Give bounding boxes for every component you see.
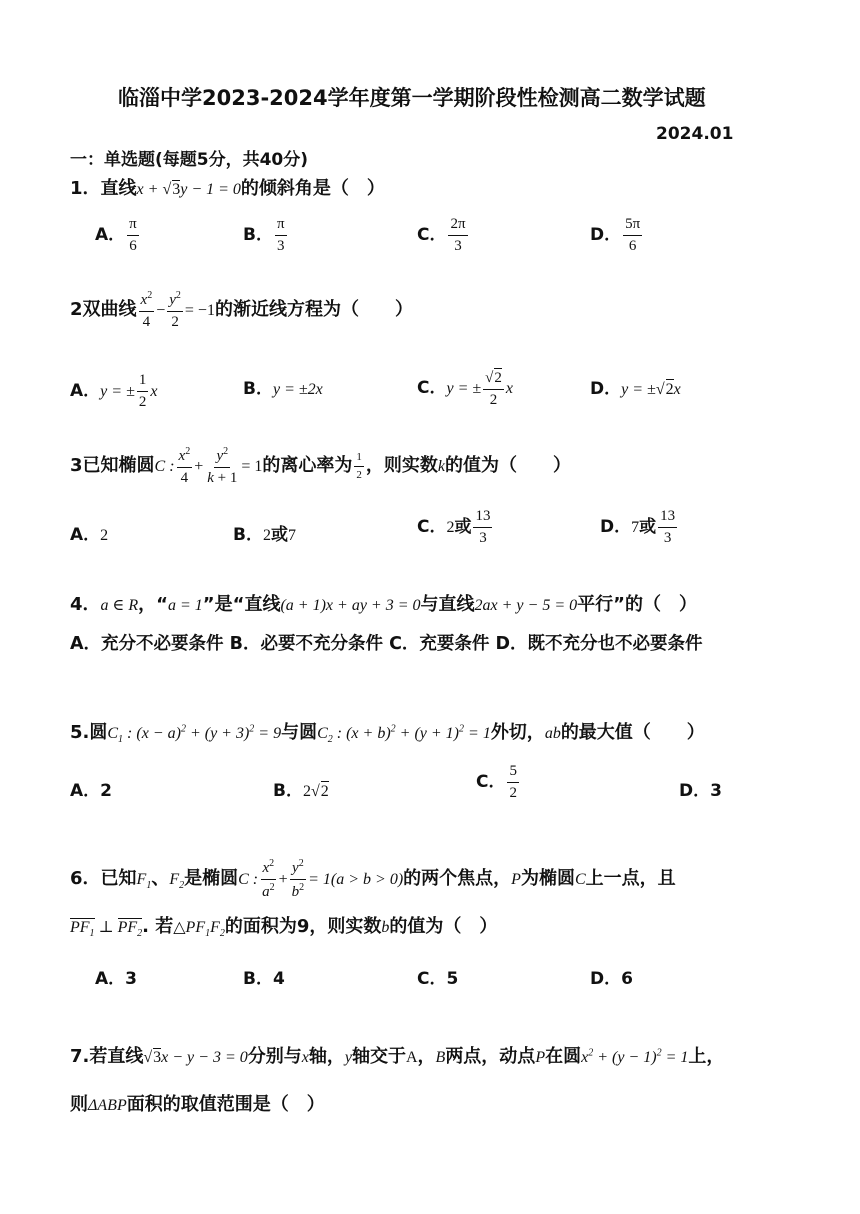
option-letter: A．: [70, 381, 101, 401]
q4-p1: ，“: [138, 594, 168, 615]
q6-option-a: A．3: [95, 969, 137, 989]
q6-p4: 上一点，且: [585, 868, 676, 889]
q1-a-value: $\frac{\pi}{6}$: [129, 216, 137, 254]
exam-date: 2024.01: [656, 124, 734, 144]
q6-sep: 、: [151, 868, 170, 889]
q7-line2-prefix: 则: [70, 1094, 88, 1115]
option-letter: D．: [590, 379, 622, 399]
q3-suffix: 的值为（ ）: [445, 455, 572, 476]
option-letter: B．: [233, 525, 263, 545]
q2-option-d: D．y = ±√2x: [590, 379, 681, 399]
q4-p3: 与直线: [420, 594, 475, 615]
q3-option-b: B．2或7: [233, 525, 296, 545]
option-letter: B．: [273, 781, 303, 801]
question-3-stem: 3已知椭圆C : $\frac{x^2}{4}$ + $\frac{y^2}{k + 1}$ = 1的离心率为 $\frac{1}{2}$ ，则实数k的值为（ ）: [70, 446, 572, 486]
or-text: 或: [454, 517, 472, 537]
q1-suffix: 的倾斜角是（ ）: [240, 178, 385, 199]
q2-prefix: 2双曲线: [70, 299, 137, 320]
page-title: 临淄中学2023-2024学年度第一学期阶段性检测高二数学试题: [118, 86, 706, 110]
q2-option-b: B．y = ±2x: [243, 379, 323, 399]
q1-option-c: [417, 216, 470, 254]
q6-option-d: D．6: [590, 969, 633, 989]
q5-prefix: 5.圆: [70, 722, 108, 743]
or-text: 或: [639, 517, 657, 537]
q5-mid: 与圆: [281, 722, 318, 743]
q7-p5: 两点，动点: [445, 1046, 536, 1067]
q7-p2: 轴，: [308, 1046, 345, 1067]
q3-mid: 的离心率为: [262, 455, 353, 476]
q6-line2-p1: . 若: [142, 916, 174, 937]
option-letter: B．: [243, 225, 273, 245]
option-letter: B．: [243, 379, 273, 399]
q5-suffix: 的最大值（ ）: [560, 722, 705, 743]
q6-option-b: B．4: [243, 969, 285, 989]
q3-option-c: C．2或 $\frac{13}{3}$: [417, 508, 491, 546]
q2-suffix: 的渐近线方程为（ ）: [214, 299, 413, 320]
q6-prefix: 6．已知: [70, 868, 137, 889]
or-text: 或: [270, 525, 288, 545]
q4-p2: ”是“直线: [202, 594, 281, 615]
q7-suffix: 上，: [688, 1046, 725, 1067]
option-letter: C．: [476, 772, 506, 792]
q6-line2-suffix: 的值为（ ）: [389, 916, 498, 937]
q4-options: A．充分不必要条件 B．必要不充分条件 C．充要条件 D．既不充分也不必要条件: [70, 634, 703, 654]
question-1-stem: [70, 180, 385, 198]
q2-option-a: A．y = ± $\frac{1}{2}$ x: [70, 372, 158, 410]
q1-b-value: $\frac{\pi}{3}$: [276, 216, 285, 254]
q7-p4: ，: [417, 1046, 436, 1067]
q4-suffix: 平行”的（ ）: [577, 594, 697, 615]
q2-frac-x: $\frac{x^2}{4}$: [140, 290, 153, 330]
option-letter: C．: [417, 225, 447, 245]
q1-option-b: [243, 216, 289, 254]
q5-option-b: B．2√2: [273, 781, 329, 801]
q5-option-c: C． $\frac{5}{2}$: [476, 763, 517, 801]
option-letter: C．: [417, 517, 447, 537]
q7-p6: 在圆: [545, 1046, 582, 1067]
q3-mid2: ，则实数: [365, 455, 438, 476]
question-6-stem: 6．已知$F_1$、$F_2$是椭圆C : $\frac{x^2}{a^2}$ + $\frac{y^2}{b^2}$ = 1(a > b > 0)的两个焦点，P为椭圆C上一点，且: [70, 858, 676, 900]
q7-p3: 轴交于: [351, 1046, 406, 1067]
q1-option-d: [590, 216, 644, 254]
q1-prefix: 1．直线: [70, 178, 137, 199]
q1-d-value: $\frac{5\pi}{6}$: [625, 216, 641, 254]
q6-option-c: C．5: [417, 969, 459, 989]
q6-p2: 的两个焦点，: [403, 868, 512, 889]
question-6-line2: $PF_1$ ⊥ $PF_2$. 若$\triangle PF_1F_2$的面积为9，则实数b的值为（ ）: [70, 916, 498, 940]
option-letter: D．: [590, 225, 622, 245]
q3-option-d: D．7或 $\frac{13}{3}$: [600, 508, 676, 546]
q3-option-a: A．2: [70, 525, 109, 545]
question-5-stem: 5.圆$C_1$ : $(x - a)^2 + (y + 3)^2 = 9$与圆$C_2$ : $(x + b)^2 + (y + 1)^2 = 1$外切，ab的最大值（ ）: [70, 722, 705, 746]
q5-option-a: A．2: [70, 781, 112, 801]
option-letter: C．: [417, 378, 447, 398]
q4-prefix: 4．: [70, 594, 101, 615]
q1-line-equation: x + √3y − 1 = 0: [136, 181, 241, 198]
q5-mid2: 外切，: [490, 722, 545, 743]
question-7-line2: 则ΔABP面积的取值范围是（ ）: [70, 1094, 325, 1115]
q3-prefix: 3已知椭圆: [70, 455, 155, 476]
q7-line2-suffix: 面积的取值范围是（ ）: [126, 1094, 325, 1115]
q6-p1: 是椭圆: [184, 868, 239, 889]
option-letter: D．: [600, 517, 632, 537]
q2-frac-y: $\frac{y^2}{2}$: [169, 290, 181, 330]
q2-option-c: C．y = ± $\frac{√2}{2}$ x: [417, 370, 514, 408]
question-7-stem: 7.若直线√3x − y − 3 = 0分别与x轴，y轴交于A，B两点，动点P在圆$x^2 + (y - 1)^2 = 1$上，: [70, 1046, 725, 1067]
q5-option-d: D．3: [679, 781, 722, 801]
q7-prefix: 7.若直线: [70, 1046, 144, 1067]
q6-line2-p2: 的面积为9，则实数: [224, 916, 382, 937]
q1-c-value: $\frac{2\pi}{3}$: [450, 216, 466, 254]
q6-p3: 为椭圆: [520, 868, 575, 889]
question-2-stem: 2双曲线 $\frac{x^2}{4}$ − $\frac{y^2}{2}$ = −1的渐近线方程为（ ）: [70, 290, 413, 330]
option-letter: A．: [70, 525, 101, 545]
question-4-stem: 4．a ∈ R，“a = 1”是“直线(a + 1)x + ay + 3 = 0与直线2ax + y − 5 = 0平行”的（ ）: [70, 594, 697, 615]
q1-option-a: [95, 216, 141, 254]
section-heading: 一：单选题(每题5分，共40分): [70, 150, 309, 170]
q7-p1: 分别与: [247, 1046, 302, 1067]
option-letter: A．: [95, 225, 126, 245]
